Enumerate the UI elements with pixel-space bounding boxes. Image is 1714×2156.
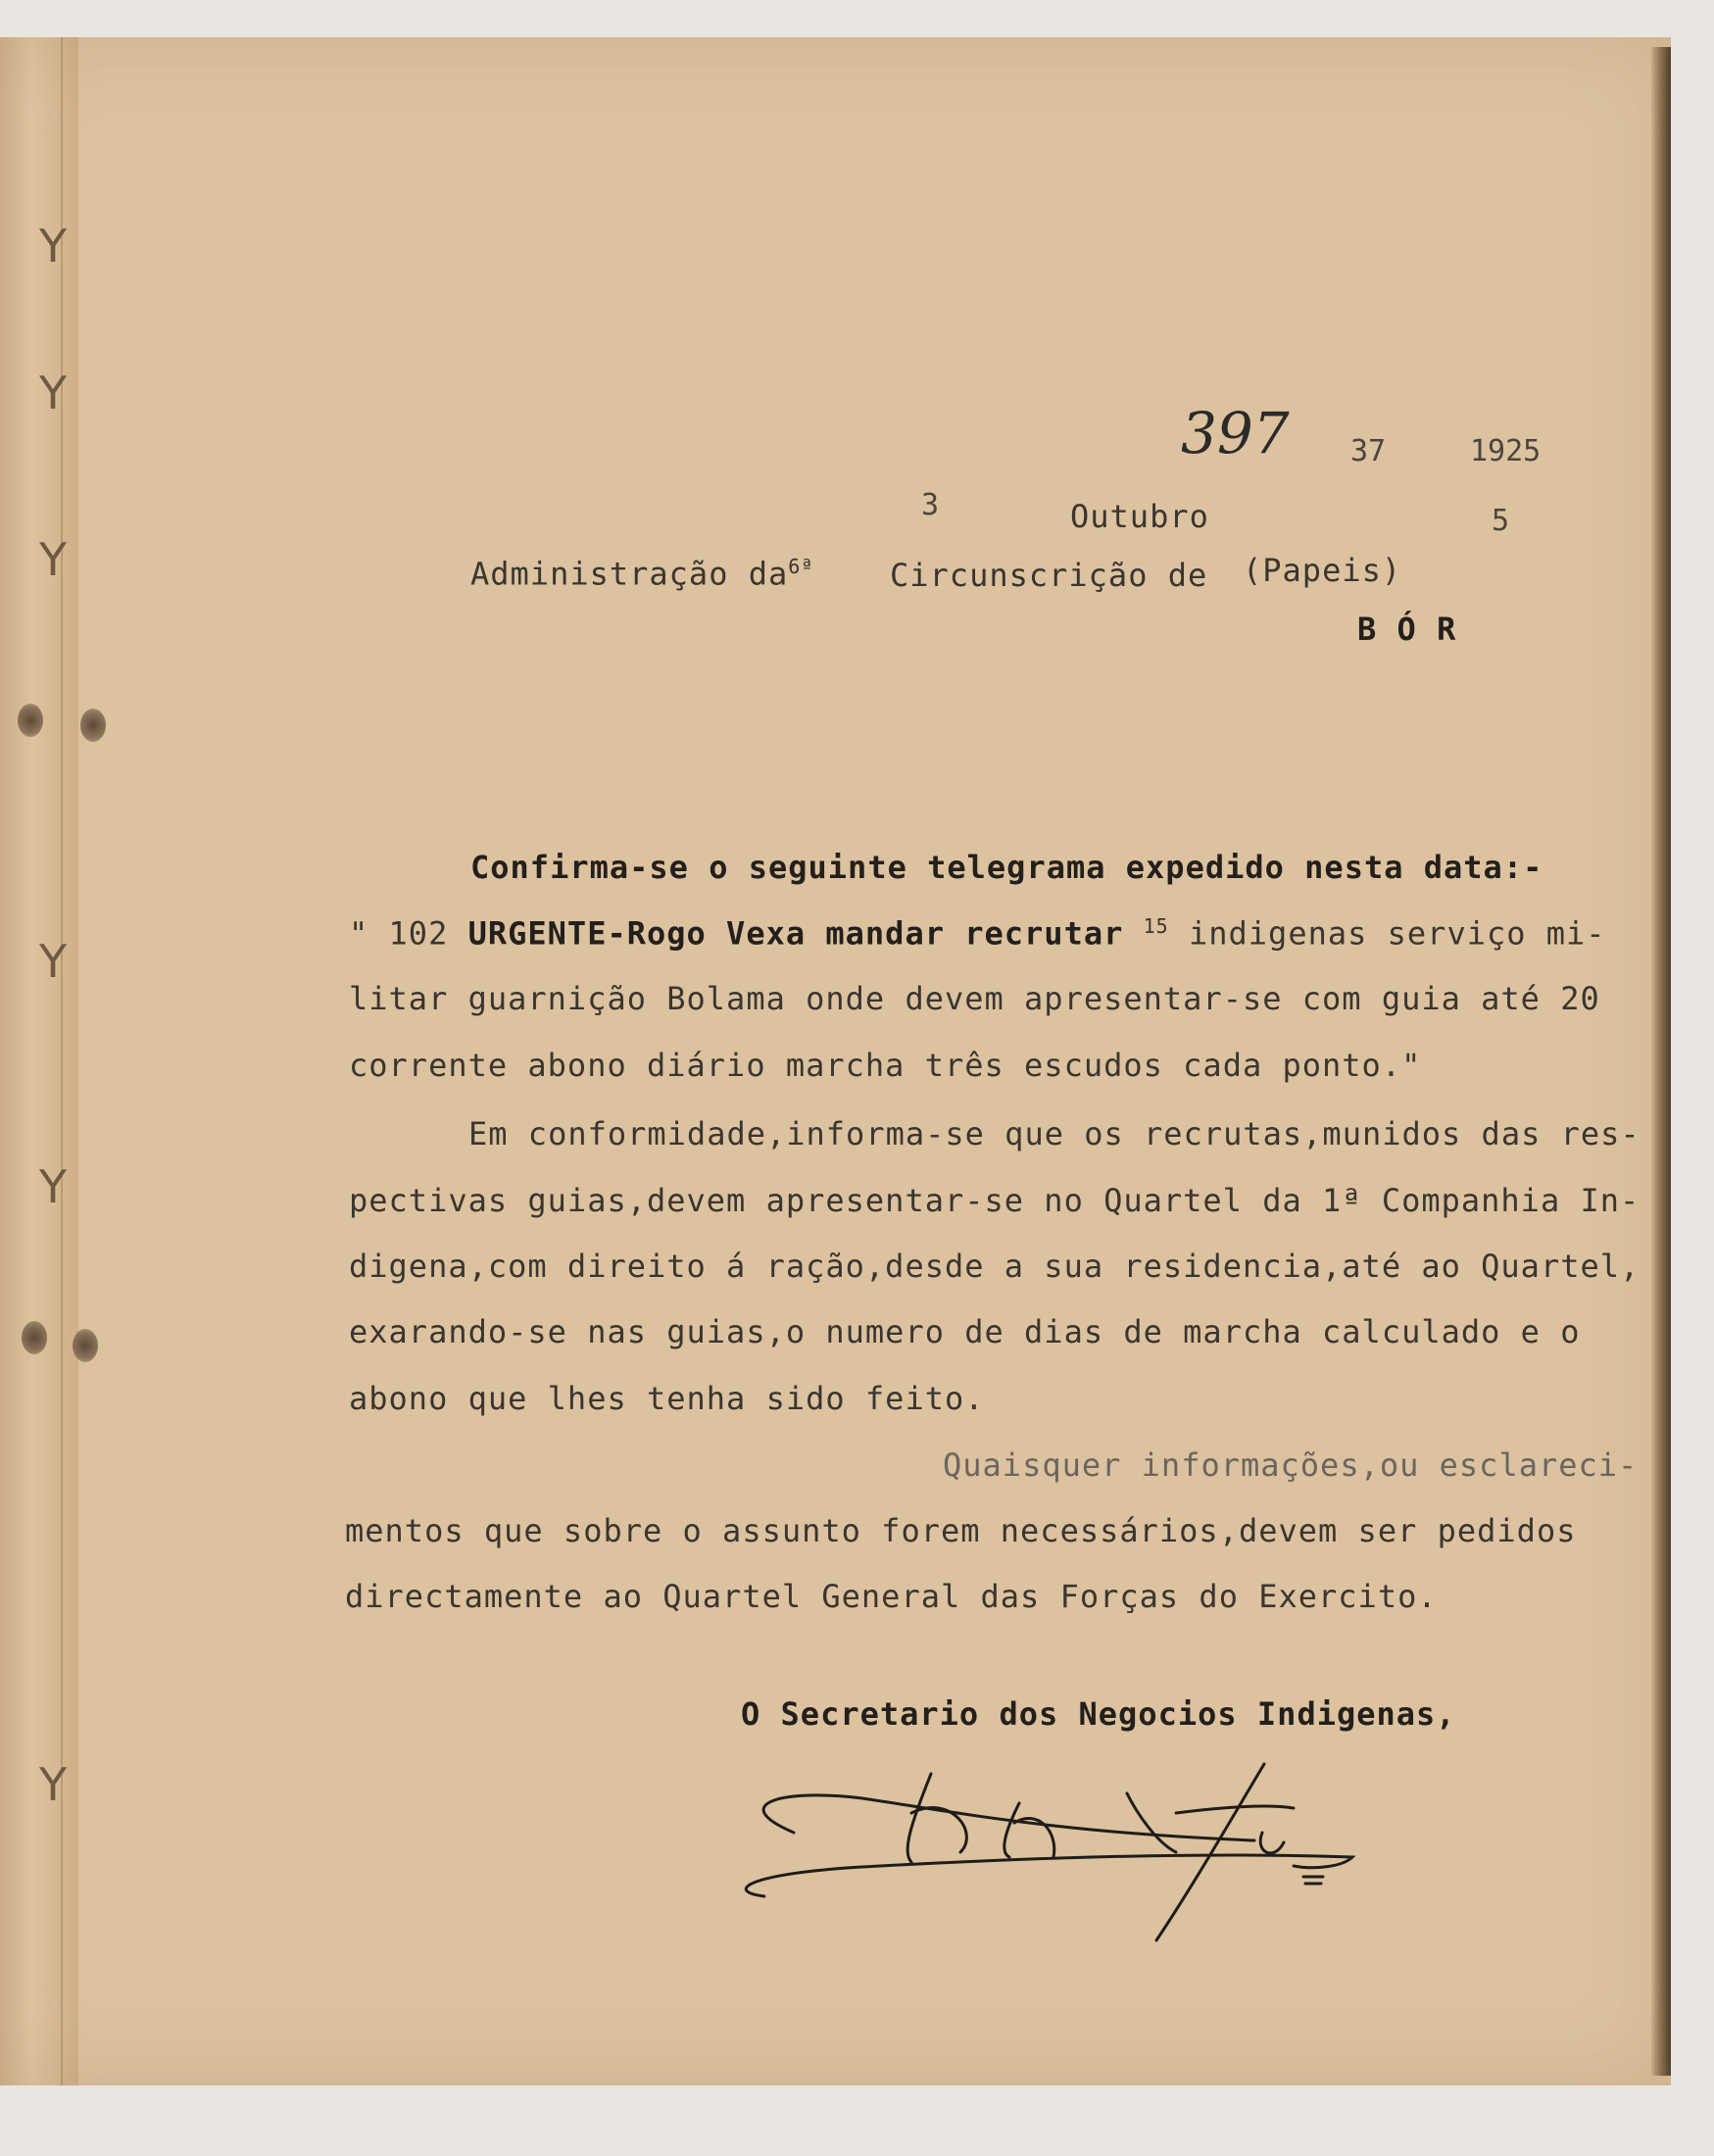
stitch-mark: Y <box>39 367 68 419</box>
binding-hole <box>80 709 106 742</box>
document-ref: 5 <box>1492 504 1510 538</box>
paragraph3-line-1: Quaisquer informações,ou esclareci- <box>943 1446 1639 1484</box>
secretary-title: O Secretario dos Negocios Indigenas, <box>741 1695 1456 1733</box>
document-number: 37 <box>1350 434 1387 468</box>
document-day: 3 <box>921 488 940 522</box>
paragraph2-line-1: Em conformidade,informa-se que os recrutas,munidos das res- <box>468 1115 1641 1152</box>
telegram-urgent: URGENTE-Rogo Vexa mandar recrutar <box>467 914 1124 953</box>
handwritten-reference: 397 <box>1181 400 1290 466</box>
paragraph2-line-5: abono que lhes tenha sido feito. <box>349 1380 985 1417</box>
telegram-line-1-end: indigenas serviço mi- <box>1188 914 1606 953</box>
page-edge <box>1651 47 1671 2076</box>
administration-line <box>470 555 813 593</box>
document-month: Outubro <box>1070 498 1209 535</box>
stitch-mark: Y <box>39 1160 68 1213</box>
telegram-line-2: litar guarnição Bolama onde devem apresentar-se com guia até 20 <box>349 980 1600 1017</box>
stitch-mark: Y <box>39 220 68 272</box>
paragraph2-line-2: pectivas guias,devem apresentar-se no Quartel da 1ª Companhia In- <box>349 1182 1641 1219</box>
stitch-mark: Y <box>39 1758 68 1811</box>
telegram-open: " 102 <box>349 914 449 953</box>
recruit-count: 15 <box>1143 914 1169 938</box>
binding-hole <box>18 704 43 737</box>
place-name: B Ó R <box>1357 611 1457 648</box>
handwritten-signature <box>666 1695 1392 1950</box>
telegram-intro: Confirma-se o seguinte telegrama expedido nesta data:- <box>470 849 1543 886</box>
binding-hole <box>73 1329 98 1362</box>
stitch-mark: Y <box>39 533 68 586</box>
admin-circumscription: Circunscrição de <box>890 557 1208 594</box>
paragraph3-line-2: mentos que sobre o assunto forem necessários,devem ser pedidos <box>345 1512 1577 1549</box>
admin-ordinal: 6ª <box>788 555 814 578</box>
paragraph3-line-3: directamente ao Quartel General das Forças do Exercito. <box>345 1578 1438 1615</box>
admin-prefix: Administração da <box>470 555 789 593</box>
telegram-line-3: corrente abono diário marcha três escudos cada ponto." <box>349 1047 1422 1084</box>
binding-hole <box>22 1321 47 1354</box>
stitch-mark: Y <box>39 935 68 988</box>
document-year: 1925 <box>1470 434 1542 468</box>
paragraph2-line-4: exarando-se nas guias,o numero de dias de marcha calculado e o <box>349 1313 1581 1350</box>
telegram-line-1 <box>349 914 1606 953</box>
paragraph2-line-3: digena,com direito á ração,desde a sua residencia,até ao Quartel, <box>349 1248 1641 1285</box>
admin-papeis: (Papeis) <box>1243 552 1402 589</box>
